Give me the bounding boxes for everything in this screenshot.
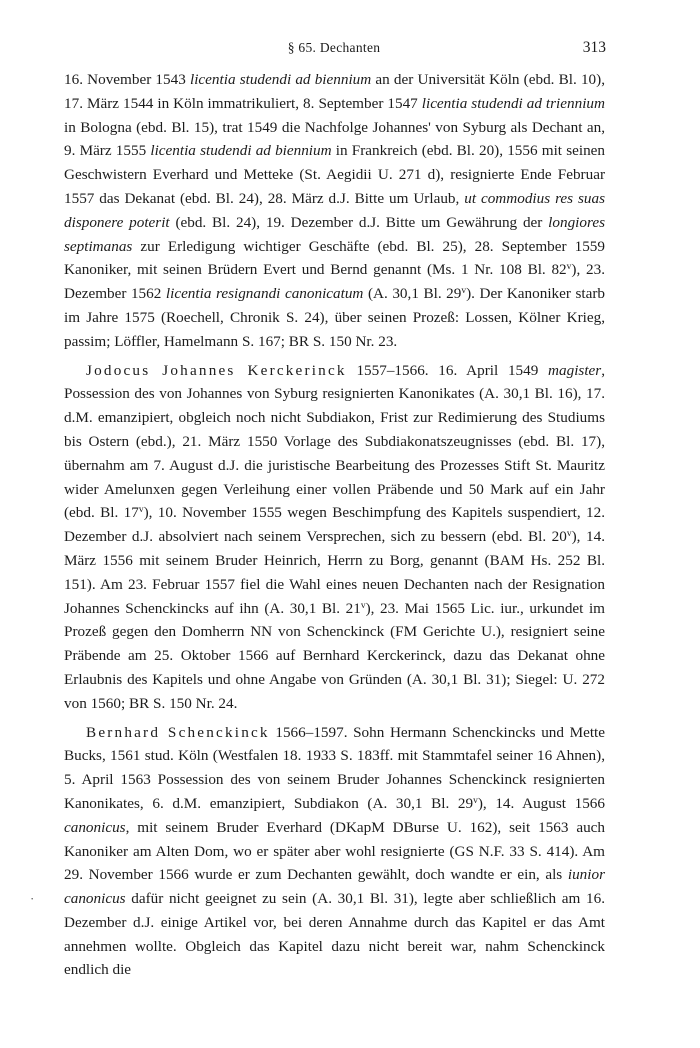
page-number: 313 [582,39,606,56]
running-head [64,40,604,60]
entry-name: Bernhard Schenckinck [86,723,270,741]
paragraph-jodocus-kerckerinck [64,359,605,716]
text-run: ), 10. November 1555 wegen Beschimpfung des Kapitels suspendiert, 12. Dezember d.J. absolviert nach seinem Versprechen, sich zu bessern (ebd. Bl. 20 [64,504,605,546]
text-run: ), 23. Mai 1565 Lic. iur., urkundet im Prozeß gegen den Domherrn NN von Schenckinck (FM Gerichte U.), resigniert seine Präbende am 25. Oktober 1566 auf Bernhard Kerckerinck, dazu das Dekanat ohne Erlaubnis des Kapitels und ohne Angabe von Gründen (A. 30,1 Bl. 31); Siegel: U. 272 von 1560; BR S. 150 Nr. 24. [64,599,605,712]
text-run: 1566–1597. Sohn Hermann Schenckincks und Mette Bucks, 1561 stud. Köln (Westfalen 18. 1933 S. 183ff. mit Stammtafel seiner 16 Ahnen), 5. April 1563 Possession des von seinem Bruder Johannes Schenckinck resignierten Kanonikates, 6. d.M. emanzipiert, Subdiakon (A. 30,1 Bl. 29 [64,723,606,812]
verso-superscript: v [138,505,144,516]
latin-phrase: longiores septimanas [64,213,605,255]
text-run: ). Der Kanoniker starb im Jahre 1575 (Roechell, Chronik S. 24), über seinen Prozeß: Lossen, Kölner Krieg, passim; Löffler, Hamelmann S. 167; BR S. 150 Nr. 23. [64,285,606,350]
text-run: (A. 30,1 Bl. 29 [363,285,462,303]
verso-superscript: v [473,795,478,806]
latin-phrase: licentia studendi ad biennium [189,71,372,88]
text-run: ), 14. August 1566 [477,794,605,812]
latin-phrase: iunior canonicus [64,866,605,908]
text-run: , mit seinem Bruder Everhard (DKapM DBurse U. 162), seit 1563 auch Kanoniker am Alten Dom, wo er später aber wohl resignierte (GS N.F. 33 S. 414). Am 29. November 1566 wurde er zum Dechanten gewählt, doch wandte er ein, als [64,818,605,884]
text-run: in Frankreich (ebd. Bl. 20), 1556 mit seinen Geschwistern Everhard und Metteke (St. Aegidii U. 271 d), resignierte Ende Februar 1557 das Dekanat (ebd. Bl. 24), 28. März d.J. Bitte um Urlaub, [64,142,605,207]
text-run: ), 14. März 1556 mit seinem Bruder Heinrich, Herrn zu Borg, genannt (BAM Hs. 252 Bl. 151). Am 23. Februar 1557 fiel die Wahl eines neuen Dechanten nach der Resignation Johannes Schenckincks auf ihn (A. 30,1 Bl. 21 [64,528,605,617]
verso-superscript: v [566,262,572,273]
paragraph-johannes-schenckinck-continued [64,68,605,354]
text-run: 16. November 1543 [64,71,190,88]
body-text [64,68,605,982]
text-run: an der Universität Köln (ebd. Bl. 10), 17. März 1544 in Köln immatrikuliert, 8. September 1547 [64,71,605,112]
latin-phrase: licentia resignandi canonicatum [165,285,364,303]
text-run: 1557–1566. 16. April 1549 [346,361,549,379]
margin-mark: · [30,891,35,906]
text-run: zur Erledigung wichtiger Geschäfte (ebd. Bl. 25), 28. September 1559 Kanoniker, mit seinen Brüdern Evert und Bernd genannt (Ms. 1 Nr. 108 Bl. 82 [64,237,605,279]
verso-superscript: v [566,529,572,540]
latin-phrase: magister [548,361,602,379]
text-run: ), 23. Dezember 1562 [64,261,605,303]
latin-phrase: ut commodius res suas disponere poterit [64,189,605,231]
paragraph-bernhard-schenckinck [64,721,605,983]
latin-phrase: canonicus [64,818,126,836]
text-run: , Possession des von Johannes von Syburg resignierten Kanonikates (A. 30,1 Bl. 16), 17. d.M. emanzipiert, obgleich noch nicht Subdiakon, Frist zur Redimierung des Studiums bis Ostern (ebd.), 21. März 1550 Vorlage des Subdiakonatszeugnisses (ebd. Bl. 17), übernahm am 7. August d.J. die juristische Bearbeitung des Prozesses Stift St. Mauritz wider Amelunxen gegen Verleihung einer vollen Präbende und 50 Mark auf ein Jahr (ebd. Bl. 17 [64,361,605,522]
entry-name: Jodocus Johannes Kerckerinck [86,361,347,379]
latin-phrase: licentia studendi ad triennium [421,94,605,112]
text-run: (ebd. Bl. 24), 19. Dezember d.J. Bitte um Gewährung der [169,213,549,231]
running-title: § 65. Dechanten [287,40,381,55]
verso-superscript: v [360,600,366,611]
text-run: in Bologna (ebd. Bl. 15), trat 1549 die Nachfolge Johannes' von Syburg als Dechant an, 9. März 1555 [64,118,605,160]
latin-phrase: licentia studendi ad biennium [150,142,332,160]
verso-superscript: v [461,286,467,297]
text-run: dafür nicht geeignet zu sein (A. 30,1 Bl. 31), legte aber schließlich am 16. Dezember d.J. einige Artikel vor, bei deren Annahme durch das Kapitel er das Amt annehmen wollte. Obgleich das Kapitel dazu nicht bereit war, nahm Schenckinck endlich die [64,890,605,979]
